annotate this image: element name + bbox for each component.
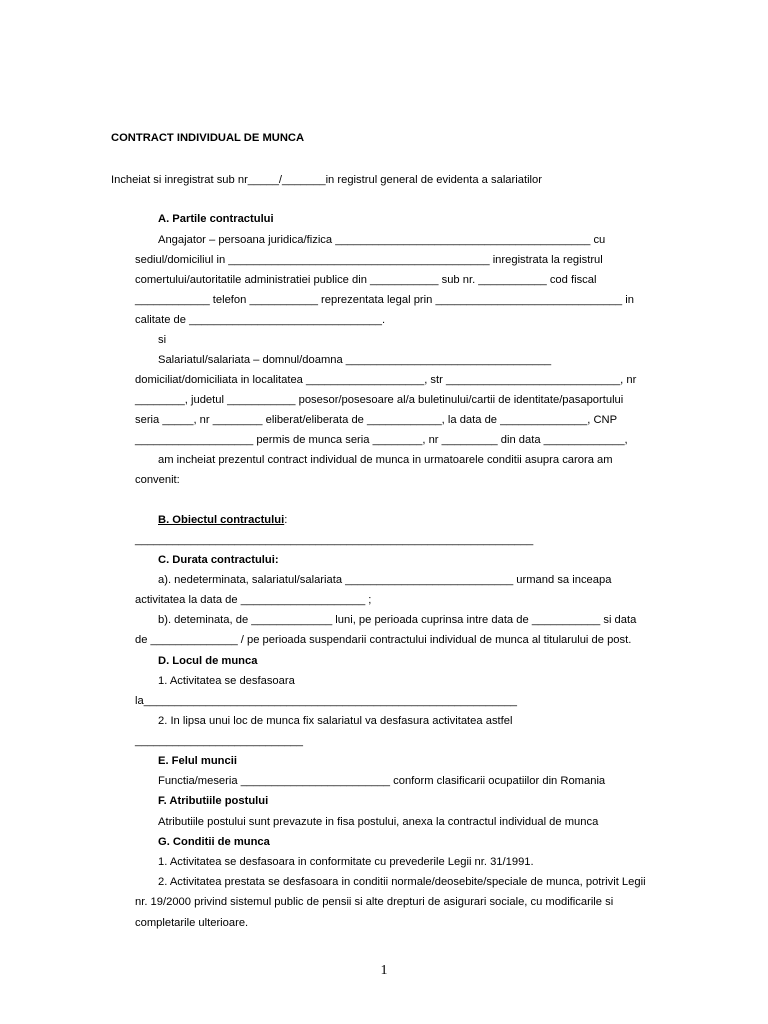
section-c-heading: C. Durata contractului: <box>158 554 279 566</box>
section-a-line: Salariatul/salariata – domnul/doamna _________________________________ <box>158 354 552 366</box>
section-a-line: ________, judetul ___________ posesor/posesoare al/a buletinului/cartii de identitate/pasaportului <box>135 394 624 406</box>
section-d-line: 2. In lipsa unui loc de munca fix salariatul va desfasura activitatea astfel <box>158 715 513 727</box>
section-d-line: la____________________________________________________________ <box>135 695 518 707</box>
section-b-colon: : <box>284 514 288 526</box>
section-a-line: seria _____, nr ________ eliberat/eliberata de ____________, la data de ______________, CNP <box>135 414 618 426</box>
section-a-line: am incheiat prezentul contract individual de munca in urmatoarele conditii asupra carora am <box>158 454 613 466</box>
section-a-line: Angajator – persoana juridica/fizica _________________________________________ cu <box>158 234 606 246</box>
section-g-line: 2. Activitatea prestata se desfasoara in conditii normale/deosebite/speciale de munca, potrivit Legii <box>158 876 646 888</box>
section-c-line: activitatea la data de ____________________ ; <box>135 594 372 606</box>
section-g-line: 1. Activitatea se desfasoara in conformitate cu prevederile Legii nr. 31/1991. <box>158 856 534 868</box>
section-e-heading: E. Felul muncii <box>158 755 237 767</box>
section-d-line: ___________________________ <box>135 735 303 747</box>
section-c-line: a). nedeterminata, salariatul/salariata ___________________________ urmand sa inceapa <box>158 574 612 586</box>
section-a-line: calitate de _______________________________. <box>135 314 386 326</box>
document-title: CONTRACT INDIVIDUAL DE MUNCA <box>111 132 305 144</box>
section-g-heading: G. Conditii de munca <box>158 836 270 848</box>
section-f-heading: F. Atributiile postului <box>158 795 269 807</box>
section-f-line: Atributiile postului sunt prevazute in fisa postului, anexa la contractul individual de munca <box>158 816 599 828</box>
section-g-line: nr. 19/2000 privind sistemul public de pensii si alte drepturi de asigurari sociale, cu modificarile si <box>135 896 614 908</box>
section-d-heading: D. Locul de munca <box>158 655 258 667</box>
section-d-line: 1. Activitatea se desfasoara <box>158 675 295 687</box>
intro-line: Incheiat si inregistrat sub nr_____/_______in registrul general de evidenta a salariatilor <box>111 174 542 186</box>
section-c-line: b). deteminata, de _____________ luni, pe perioada cuprinsa intre data de ___________ si data <box>158 614 637 626</box>
section-b-line: ________________________________________________________________ <box>135 534 534 546</box>
section-a-line: si <box>158 334 167 346</box>
section-a-line: sediul/domiciliul in __________________________________________ inregistrata la registrul <box>135 254 603 266</box>
section-g-line: completarile ulterioare. <box>135 917 249 929</box>
section-a-line: domiciliat/domiciliata in localitatea ___________________, str ____________________________, nr <box>135 374 637 386</box>
section-a-line: ____________ telefon ___________ reprezentata legal prin ______________________________ in <box>135 294 634 306</box>
section-a-line: ___________________ permis de munca seria ________, nr _________ din data _____________, <box>135 434 628 446</box>
section-e-line: Functia/meseria ________________________ conform clasificarii ocupatiilor din Romania <box>158 775 606 787</box>
section-c-line: de ______________ / pe perioada suspendarii contractului individual de munca al titularului de post. <box>135 634 632 646</box>
section-b-heading: B. Obiectul contractului <box>158 514 285 526</box>
section-a-heading: A. Partile contractului <box>158 213 274 225</box>
section-a-line: comertului/autoritatile administratiei publice din ___________ sub nr. ___________ cod fiscal <box>135 274 597 286</box>
page-number: 1 <box>380 963 388 978</box>
section-b-heading-row <box>158 513 287 527</box>
section-a-line: convenit: <box>135 474 180 486</box>
